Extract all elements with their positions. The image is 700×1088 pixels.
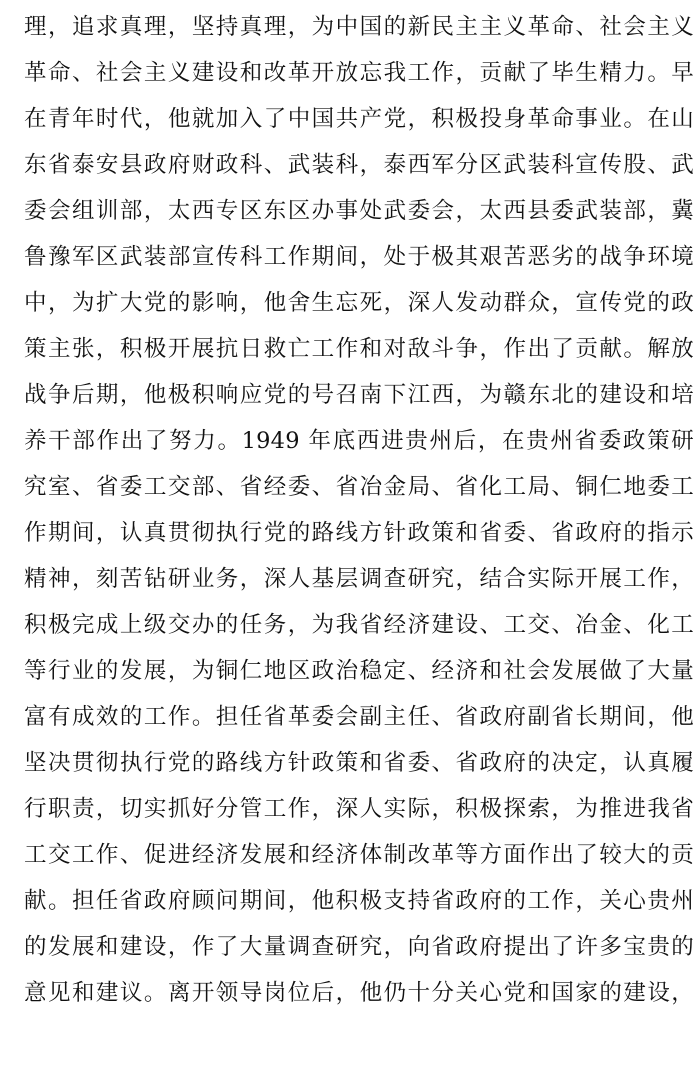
text-line-2: 革命、社会主义建设和改革开放忘我工作，贡献了毕生精力。早 [24, 60, 694, 86]
text-line-5: 委会组训部，太西专区东区办事处武委会，太西县委武装部，冀 [24, 198, 694, 224]
text-line-1: 理，追求真理，坚持真理，为中国的新民主主义革命、社会主义 [24, 14, 694, 40]
text-line-18: 行职责，切实抓好分管工作，深人实际，积极探索，为推进我省 [24, 796, 694, 822]
text-line-20: 献。担任省政府顾问期间，他积极支持省政府的工作，关心贵州 [24, 888, 694, 914]
text-line-9: 战争后期，他极积响应党的号召南下江西，为赣东北的建设和培 [24, 382, 694, 408]
text-line-3: 在青年时代，他就加入了中国共产党，积极投身革命事业。在山 [24, 106, 694, 132]
text-line-10: 养干部作出了努力。1949 年底西进贵州后，在贵州省委政策研 [24, 428, 694, 454]
text-line-6: 鲁豫军区武装部宣传科工作期间，处于极其艰苦恶劣的战争环境 [24, 244, 694, 270]
text-line-21: 的发展和建设，作了大量调查研究，向省政府提出了许多宝贵的 [24, 934, 694, 960]
document-body [24, 0, 694, 1016]
text-line-22: 意见和建议。离开领导岗位后，他仍十分关心党和国家的建设， [24, 980, 694, 1006]
text-line-12: 作期间，认真贯彻执行党的路线方针政策和省委、省政府的指示 [24, 520, 694, 546]
text-line-13: 精神，刻苦钻研业务，深人基层调查研究，结合实际开展工作， [24, 566, 694, 592]
text-line-7: 中，为扩大党的影响，他舍生忘死，深人发动群众，宣传党的政 [24, 290, 694, 316]
text-line-15: 等行业的发展，为铜仁地区政治稳定、经济和社会发展做了大量 [24, 658, 694, 684]
text-line-8: 策主张，积极开展抗日救亡工作和对敌斗争，作出了贡献。解放 [24, 336, 694, 362]
text-line-14: 积极完成上级交办的任务，为我省经济建设、工交、冶金、化工 [24, 612, 694, 638]
text-line-11: 究室、省委工交部、省经委、省冶金局、省化工局、铜仁地委工 [24, 474, 694, 500]
text-line-19: 工交工作、促进经济发展和经济体制改革等方面作出了较大的贡 [24, 842, 694, 868]
text-line-4: 东省泰安县政府财政科、武装科，泰西军分区武装科宣传股、武 [24, 152, 694, 178]
text-line-17: 坚决贯彻执行党的路线方针政策和省委、省政府的决定，认真履 [24, 750, 694, 776]
text-line-16: 富有成效的工作。担任省革委会副主任、省政府副省长期间，他 [24, 704, 694, 730]
